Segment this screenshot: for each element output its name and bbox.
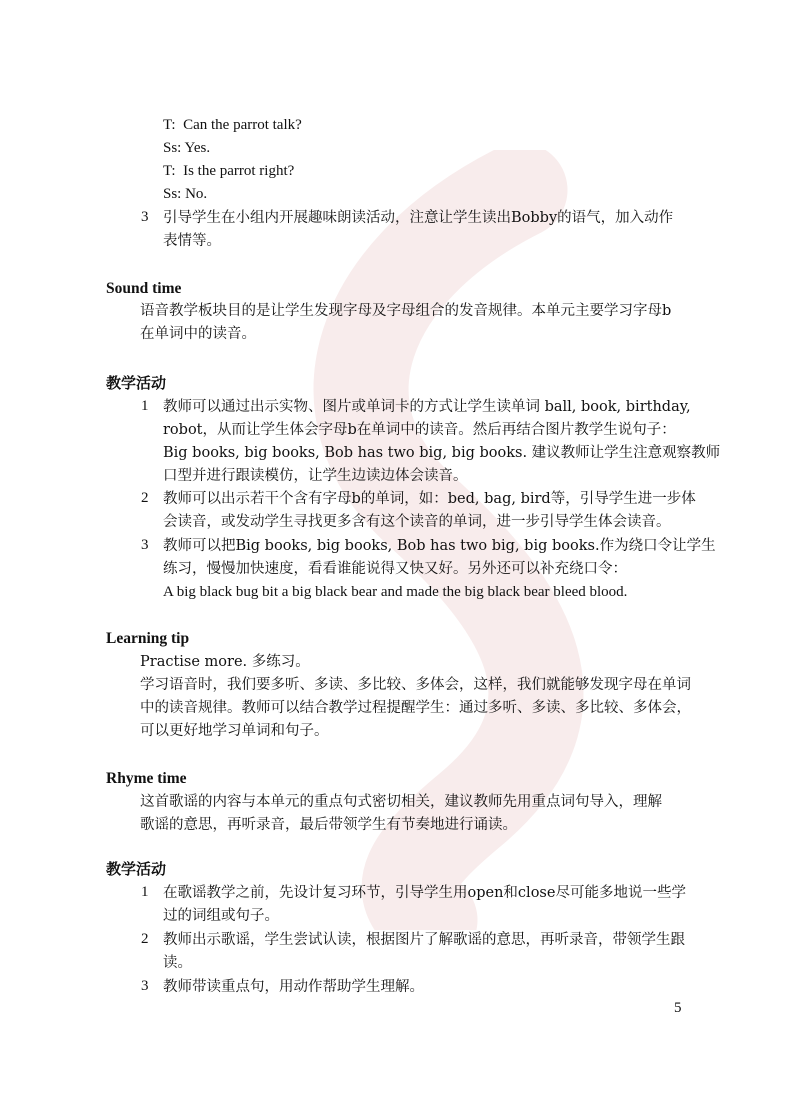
- paragraph-line: 这首歌谣的内容与本单元的重点句式密切相关，建议教师先用重点词句导入，理解: [140, 794, 662, 810]
- paragraph-line: 歌谣的意思，再听录音，最后带领学生有节奏地进行诵读。: [140, 817, 517, 833]
- tongue-twister: A big black bug bit a big black bear and made the big black bear bleed blood.: [163, 584, 628, 600]
- list-item-text: 教师可以把Big books, big books, Bob has two big, big books.作为绕口令让学生: [163, 538, 716, 554]
- list-item-text: 教师可以出示若干个含有字母b的单词，如：bed, bag, bird等，引导学生进一步体: [163, 491, 696, 507]
- list-item-text: 过的词组或句子。: [163, 908, 279, 924]
- list-item-text: 在歌谣教学之前，先设计复习环节，引导学生用open和close尽可能多地说一些学: [163, 885, 686, 901]
- section-heading-activities: 教学活动: [106, 860, 167, 878]
- section-heading-learning-tip: Learning tip: [106, 630, 190, 647]
- paragraph-line: Practise more. 多练习。: [140, 654, 310, 670]
- list-item-text: 口型并进行跟读模仿，让学生边读边体会读音。: [163, 468, 468, 484]
- paragraph-line: 中的读音规律。教师可以结合教学过程提醒学生：通过多听、多读、多比较、多体会，: [140, 700, 691, 716]
- paragraph-line: 语音教学板块目的是让学生发现字母及字母组合的发音规律。本单元主要学习字母b: [140, 303, 672, 319]
- list-number: 3: [141, 537, 149, 553]
- section-heading-sound-time: Sound time: [106, 280, 182, 297]
- paragraph-line: 学习语音时，我们要多听、多读、多比较、多体会，这样，我们就能够发现字母在单词: [140, 677, 691, 693]
- list-number: 2: [141, 490, 149, 506]
- dialogue-line: Ss: No.: [163, 186, 208, 202]
- dialogue-line: T: Is the parrot right?: [163, 163, 295, 179]
- dialogue-line: Ss: Yes.: [163, 140, 211, 156]
- list-item-text: 练习，慢慢加快速度，看看谁能说得又快又好。另外还可以补充绕口令：: [163, 561, 627, 577]
- list-item-text: 教师出示歌谣，学生尝试认读，根据图片了解歌谣的意思，再听录音，带领学生跟: [163, 932, 685, 948]
- list-item-text: 教师可以通过出示实物、图片或单词卡的方式让学生读单词 ball, book, birthday,: [163, 399, 691, 415]
- dialogue-line: T: Can the parrot talk?: [163, 117, 302, 133]
- list-number: 3: [141, 978, 149, 994]
- list-number: 1: [141, 884, 149, 900]
- paragraph-line: 可以更好地学习单词和句子。: [140, 723, 329, 739]
- list-number: 3: [141, 209, 149, 225]
- list-item-text: 教师带读重点句，用动作帮助学生理解。: [163, 979, 424, 995]
- list-number: 2: [141, 931, 149, 947]
- section-heading-activities: 教学活动: [106, 374, 167, 392]
- list-item-text: 读。: [163, 955, 192, 971]
- list-item-text: Big books, big books, Bob has two big, big books. 建议教师让学生注意观察教师: [163, 445, 721, 461]
- list-item-text: 表情等。: [163, 233, 221, 249]
- page-number: 5: [674, 1000, 682, 1016]
- list-item-text: 引导学生在小组内开展趣味朗读活动，注意让学生读出Bobby的语气，加入动作: [163, 210, 674, 226]
- paragraph-line: 在单词中的读音。: [140, 326, 256, 342]
- section-heading-rhyme-time: Rhyme time: [106, 770, 187, 787]
- list-item-text: robot，从而让学生体会字母b在单词中的读音。然后再结合图片教学生说句子：: [163, 422, 676, 438]
- list-item-text: 会读音，或发动学生寻找更多含有这个读音的单词，进一步引导学生体会读音。: [163, 514, 671, 530]
- list-number: 1: [141, 398, 149, 414]
